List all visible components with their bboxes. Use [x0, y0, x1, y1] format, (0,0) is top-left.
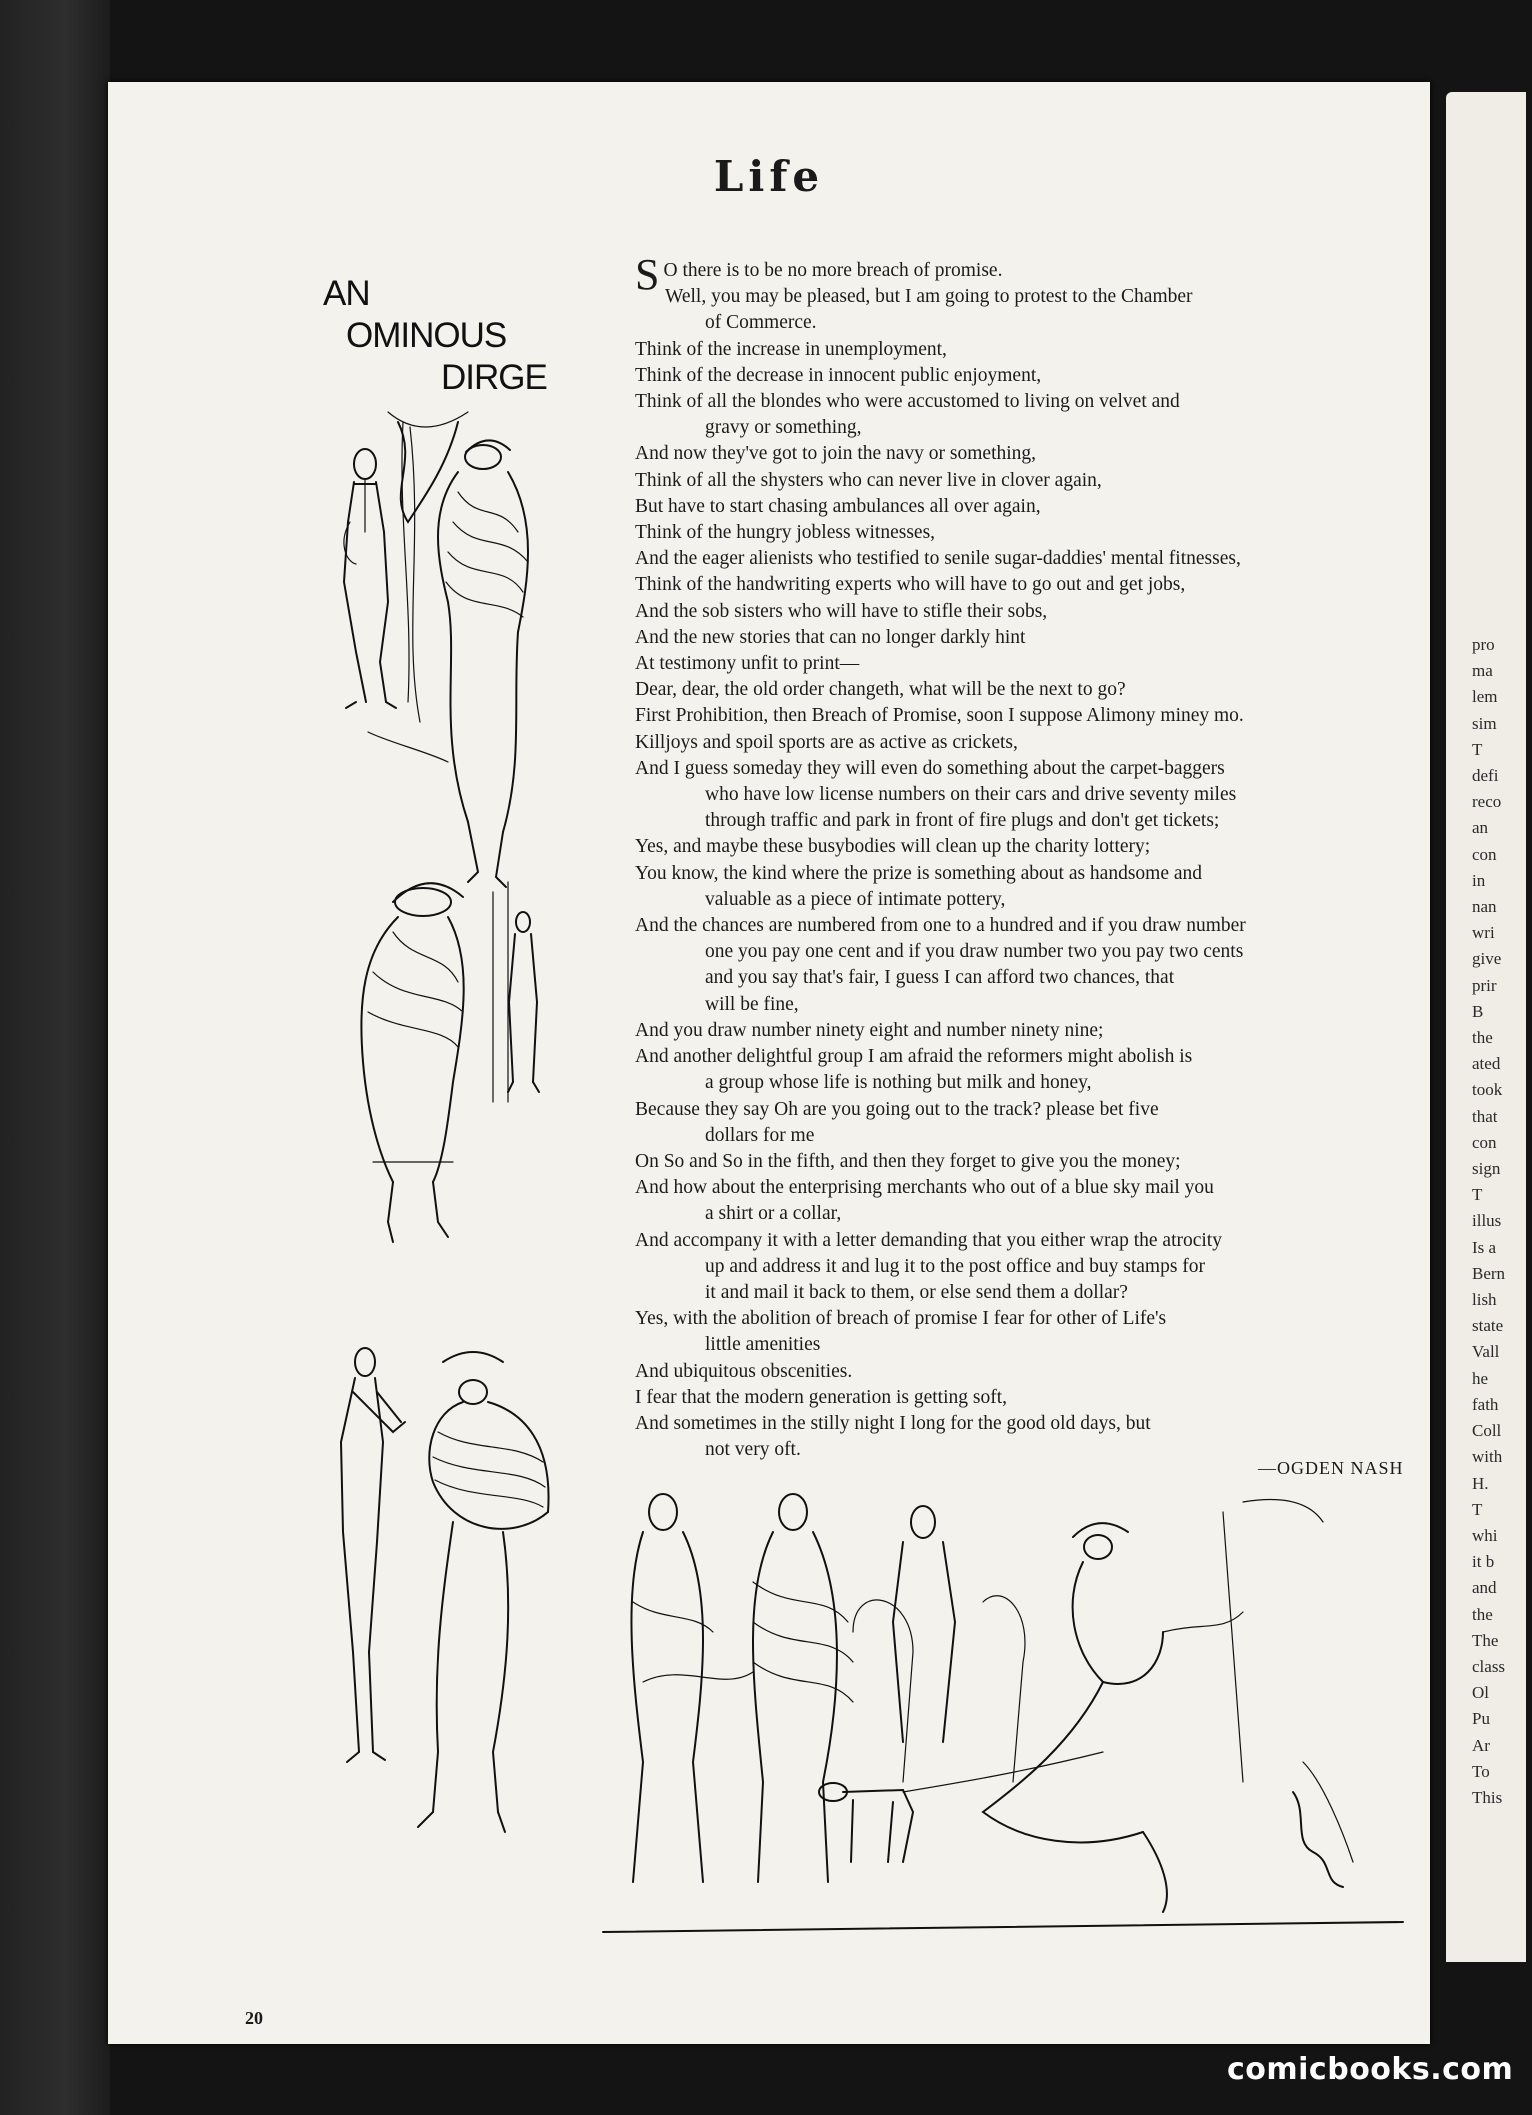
- poem-line: And now they've got to join the navy or something,: [635, 443, 1037, 465]
- adjacent-page-fragment: with: [1472, 1447, 1503, 1467]
- adjacent-page-fragment: it b: [1472, 1552, 1495, 1572]
- poem-line: At testimony unfit to print—: [635, 653, 860, 675]
- adjacent-page-fragment: T: [1472, 739, 1483, 759]
- poem-line: not very oft.: [705, 1439, 801, 1461]
- adjacent-page-fragment: took: [1472, 1080, 1503, 1100]
- adjacent-page-fragment: whi: [1472, 1525, 1498, 1545]
- poem-line: one you pay one cent and if you draw number two you pay two cents: [705, 941, 1244, 963]
- adjacent-page-fragment: the: [1472, 1604, 1493, 1624]
- poem-line: a shirt or a collar,: [705, 1203, 842, 1225]
- adjacent-page-fragment: The: [1472, 1630, 1499, 1650]
- headline-line-3: DIRGE: [441, 358, 547, 397]
- author-credit: —OGDEN NASH: [1258, 1458, 1404, 1478]
- poem-line: Killjoys and spoil sports are as active as crickets,: [635, 731, 1018, 753]
- adjacent-page-fragment: con: [1472, 1132, 1497, 1152]
- adjacent-page-fragment: H.: [1472, 1473, 1489, 1493]
- adjacent-page-fragment: sign: [1472, 1159, 1501, 1179]
- adjacent-page-fragment: Ol: [1472, 1683, 1489, 1703]
- poem-line: And the eager alienists who testified to senile sugar-daddies' mental fitnesses,: [635, 548, 1241, 570]
- adjacent-page-fragment: class: [1472, 1656, 1506, 1676]
- poem-line: And accompany it with a letter demanding that you either wrap the atrocity: [635, 1229, 1222, 1251]
- poem-line: On So and So in the fifth, and then they forget to give you the money;: [635, 1150, 1181, 1172]
- poem-first-line-text: O there is to be no more breach of promise.: [663, 260, 1003, 281]
- adjacent-page-fragment: an: [1472, 818, 1489, 838]
- adjacent-page-fragment: B: [1472, 1001, 1484, 1021]
- adjacent-page-fragment: prir: [1472, 975, 1497, 995]
- illustration-applause: [313, 1332, 573, 1892]
- poem-line: First Prohibition, then Breach of Promise, soon I suppose Alimony miney mo.: [635, 705, 1244, 727]
- adjacent-page-fragment: the: [1472, 1028, 1493, 1048]
- adjacent-page-fragment: T: [1472, 1499, 1483, 1519]
- poem-line: who have low license numbers on their cars and drive seventy miles: [705, 784, 1237, 806]
- adjacent-page-fragment: and: [1472, 1578, 1497, 1598]
- adjacent-page-fragment: ated: [1472, 1054, 1501, 1074]
- headline-line-2: OMINOUS: [346, 316, 507, 355]
- poem-line: Think of all the shysters who can never live in clover again,: [635, 469, 1102, 491]
- poem-line: of Commerce.: [705, 312, 817, 334]
- adjacent-page-fragment: he: [1472, 1368, 1489, 1388]
- adjacent-page-fragment: Coll: [1472, 1421, 1502, 1441]
- watermark-brand: comicbooks.com: [1227, 2052, 1514, 2087]
- adjacent-page-fragment: lish: [1472, 1290, 1497, 1310]
- poem-line: But have to start chasing ambulances all over again,: [635, 495, 1041, 517]
- poem-line: Think of the increase in unemployment,: [635, 338, 947, 360]
- adjacent-page-fragment: sim: [1472, 713, 1497, 733]
- poem-line: will be fine,: [705, 993, 799, 1015]
- adjacent-page-fragment: Is a: [1472, 1237, 1497, 1257]
- adjacent-page-fragment: that: [1472, 1106, 1498, 1126]
- poem-line: Think of the decrease in innocent public enjoyment,: [635, 364, 1042, 386]
- adjacent-page-fragment: reco: [1472, 792, 1502, 812]
- adjacent-page-fragment: con: [1472, 844, 1497, 864]
- adjacent-page-fragment: wri: [1472, 923, 1495, 943]
- adjacent-page-fragment: Pu: [1472, 1709, 1490, 1729]
- poem-line: And another delightful group I am afraid the reformers might abolish is: [635, 1046, 1193, 1068]
- poem-body: [635, 250, 1405, 1463]
- adjacent-page-fragment: fath: [1472, 1394, 1499, 1414]
- poem-line: And I guess someday they will even do something about the carpet-baggers: [635, 757, 1225, 779]
- poem-line: I fear that the modern generation is getting soft,: [635, 1386, 1008, 1408]
- adjacent-page-fragment: Bern: [1472, 1263, 1506, 1283]
- poem-line: little amenities: [705, 1334, 821, 1356]
- adjacent-page-text: [1472, 632, 1532, 1811]
- poem-line: a group whose life is nothing but milk and honey,: [705, 1072, 1092, 1094]
- poem-line: Yes, with the abolition of breach of promise I fear for other of Life's: [635, 1308, 1167, 1330]
- poem-line: valuable as a piece of intimate pottery,: [705, 888, 1006, 910]
- illustration-woman-hat-man: [333, 862, 573, 1282]
- adjacent-page-fragment: in: [1472, 870, 1486, 890]
- poem-line: gravy or something,: [705, 417, 862, 439]
- masthead: Life: [713, 152, 825, 201]
- poem-line: Well, you may be pleased, but I am going to protest to the Chamber: [665, 286, 1193, 308]
- magazine-page: [108, 82, 1430, 2044]
- poem-line: And ubiquitous obscenities.: [635, 1360, 853, 1382]
- adjacent-page-fragment: nan: [1472, 897, 1497, 917]
- poem-line: dollars for me: [705, 1124, 815, 1146]
- poem-line: And you draw number ninety eight and number ninety nine;: [635, 1019, 1104, 1041]
- adjacent-page-fragment: give: [1472, 949, 1502, 969]
- poem-line: Because they say Oh are you going out to the track? please bet five: [635, 1098, 1159, 1120]
- illustration-couple-curtain: [328, 402, 568, 922]
- poem-line: through traffic and park in front of fire plugs and don't get tickets;: [705, 810, 1220, 832]
- poem-line: Think of the hungry jobless witnesses,: [635, 522, 936, 544]
- poem-line: Think of the handwriting experts who will have to go out and get jobs,: [635, 574, 1186, 596]
- headline-line-1: AN: [323, 274, 370, 313]
- poem-line: And the sob sisters who will have to stifle their sobs,: [635, 600, 1048, 622]
- drop-cap: S: [635, 250, 660, 299]
- adjacent-page-fragment: This: [1472, 1787, 1503, 1807]
- poem-line: up and address it and lug it to the post office and buy stamps for: [705, 1255, 1206, 1277]
- poem-line: Dear, dear, the old order changeth, what will be the next to go?: [635, 679, 1126, 701]
- adjacent-page-fragment: illus: [1472, 1211, 1502, 1231]
- poem-line: You know, the kind where the prize is something about as handsome and: [635, 862, 1203, 884]
- adjacent-page-fragment: To: [1472, 1761, 1490, 1781]
- poem-line: And how about the enterprising merchants who out of a blue sky mail you: [635, 1177, 1214, 1199]
- poem-line: And sometimes in the stilly night I long for the good old days, but: [635, 1412, 1151, 1434]
- adjacent-page-fragment: pro: [1472, 635, 1495, 654]
- adjacent-page-fragment: ma: [1472, 661, 1493, 681]
- poem-line: And the new stories that can no longer darkly hint: [635, 626, 1026, 648]
- illustration-group-scene: [603, 1482, 1403, 1942]
- adjacent-page-edge: [1446, 92, 1526, 1962]
- adjacent-page-fragment: lem: [1472, 687, 1498, 707]
- poem-line: and you say that's fair, I guess I can afford two chances, that: [705, 967, 1175, 989]
- poem-line: And the chances are numbered from one to a hundred and if you draw number: [635, 915, 1246, 937]
- poem-line: Yes, and maybe these busybodies will clean up the charity lottery;: [635, 836, 1151, 858]
- adjacent-page-fragment: defi: [1472, 766, 1499, 786]
- adjacent-page-fragment: Vall: [1472, 1342, 1500, 1362]
- adjacent-page-fragment: Ar: [1472, 1735, 1490, 1755]
- poem-line: it and mail it back to them, or else send them a dollar?: [705, 1281, 1128, 1303]
- poem-line: Think of all the blondes who were accustomed to living on velvet and: [635, 391, 1180, 413]
- adjacent-page-fragment: T: [1472, 1185, 1483, 1205]
- page-number: 20: [245, 2008, 263, 2028]
- adjacent-page-fragment: state: [1472, 1316, 1504, 1336]
- scan-background-left: [0, 0, 110, 2115]
